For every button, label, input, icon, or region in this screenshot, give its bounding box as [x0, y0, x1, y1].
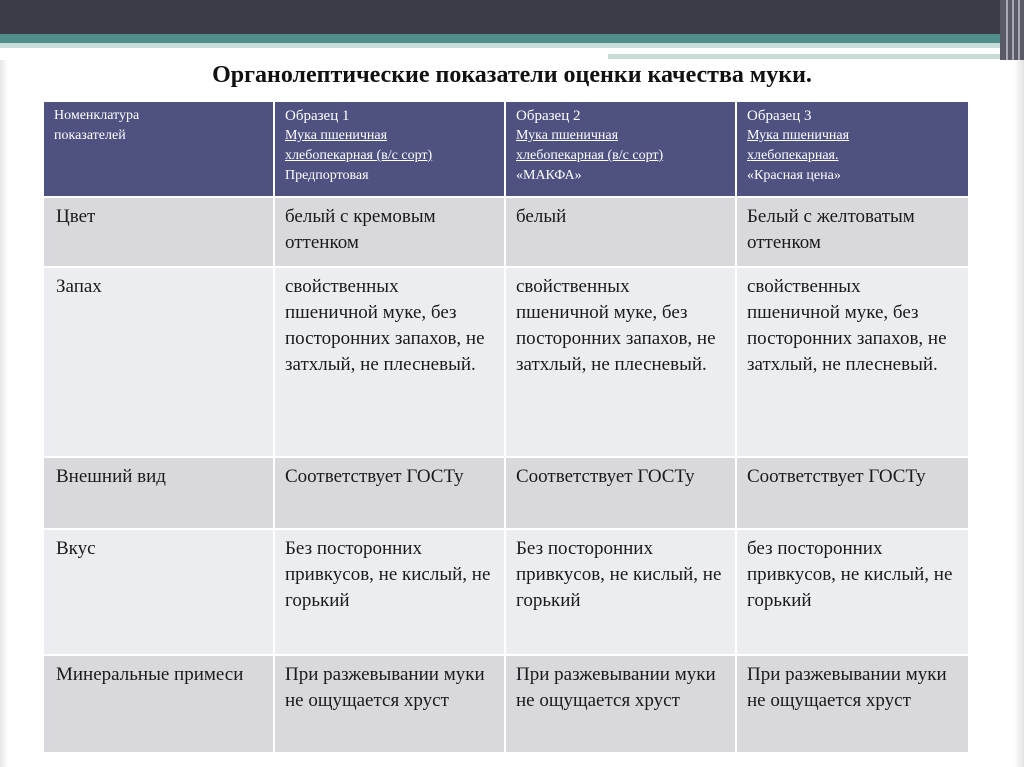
table-cell: При разжевывании муки не ощущается хруст	[505, 655, 736, 753]
header-subtitle: хлебопекарная (в/с сорт)	[516, 148, 664, 163]
header-subtitle: Мука пшеничная	[747, 128, 850, 143]
table-cell: При разжевывании муки не ощущается хруст	[736, 655, 969, 753]
quality-table	[42, 100, 970, 754]
table-row-smell	[43, 267, 969, 457]
table-cell: Белый с желтоватым оттенком	[736, 197, 969, 267]
header-cell-sample-3	[736, 101, 969, 197]
table-cell: Соответствует ГОСТу	[274, 457, 505, 529]
header-title: Номенклатура показателей	[54, 108, 140, 143]
table-cell: свойственных пшеничной муке, без посторонних запахов, не затхлый, не плесневый.	[274, 267, 505, 457]
row-label: Внешний вид	[43, 457, 274, 529]
row-label: Цвет	[43, 197, 274, 267]
table-header-row	[43, 101, 969, 197]
header-brand: «МАКФА»	[516, 168, 582, 183]
table-cell: свойственных пшеничной муке, без посторонних запахов, не затхлый, не плесневый.	[505, 267, 736, 457]
header-subtitle: хлебопекарная.	[747, 148, 839, 163]
header-brand: Предпортовая	[285, 168, 369, 183]
edge-line	[1018, 0, 1020, 60]
header-subtitle: хлебопекарная (в/с сорт)	[285, 148, 433, 163]
header-cell-nomenclature	[43, 101, 274, 197]
table-row-taste	[43, 529, 969, 655]
header-cell-sample-1	[274, 101, 505, 197]
slide-accent-stripe-right	[608, 54, 1003, 59]
table-cell: свойственных пшеничной муке, без посторонних запахов, не затхлый, не плесневый.	[736, 267, 969, 457]
header-subtitle: Мука пшеничная	[285, 128, 388, 143]
table-row-mineral	[43, 655, 969, 753]
table-row-appearance	[43, 457, 969, 529]
row-label: Вкус	[43, 529, 274, 655]
slide-accent-stripe-light	[0, 43, 1000, 48]
table-row-color	[43, 197, 969, 267]
slide-top-bar	[0, 0, 1024, 34]
slide-shadow-right	[1014, 60, 1024, 767]
header-title: Образец 2	[516, 108, 581, 124]
header-cell-sample-2	[505, 101, 736, 197]
header-title: Образец 1	[285, 108, 350, 124]
header-brand: «Красная цена»	[747, 168, 841, 183]
table-cell: белый с кремовым оттенком	[274, 197, 505, 267]
table-cell: При разжевывании муки не ощущается хруст	[274, 655, 505, 753]
table-cell: Соответствует ГОСТу	[736, 457, 969, 529]
header-title: Образец 3	[747, 108, 812, 124]
table-cell: белый	[505, 197, 736, 267]
table-cell: без посторонних привкусов, не кислый, не горький	[736, 529, 969, 655]
slide-edge-decoration	[1000, 0, 1024, 60]
table-cell: Без посторонних привкусов, не кислый, не горький	[274, 529, 505, 655]
edge-line	[1012, 0, 1014, 60]
table-cell: Без посторонних привкусов, не кислый, не горький	[505, 529, 736, 655]
page-title: Органолептические показатели оценки качества муки.	[212, 62, 812, 88]
slide-shadow-left	[0, 60, 8, 767]
slide-accent-stripe	[0, 34, 1000, 43]
edge-line	[1006, 0, 1008, 60]
table-cell: Соответствует ГОСТу	[505, 457, 736, 529]
row-label: Минеральные примеси	[43, 655, 274, 753]
header-subtitle: Мука пшеничная	[516, 128, 619, 143]
row-label: Запах	[43, 267, 274, 457]
